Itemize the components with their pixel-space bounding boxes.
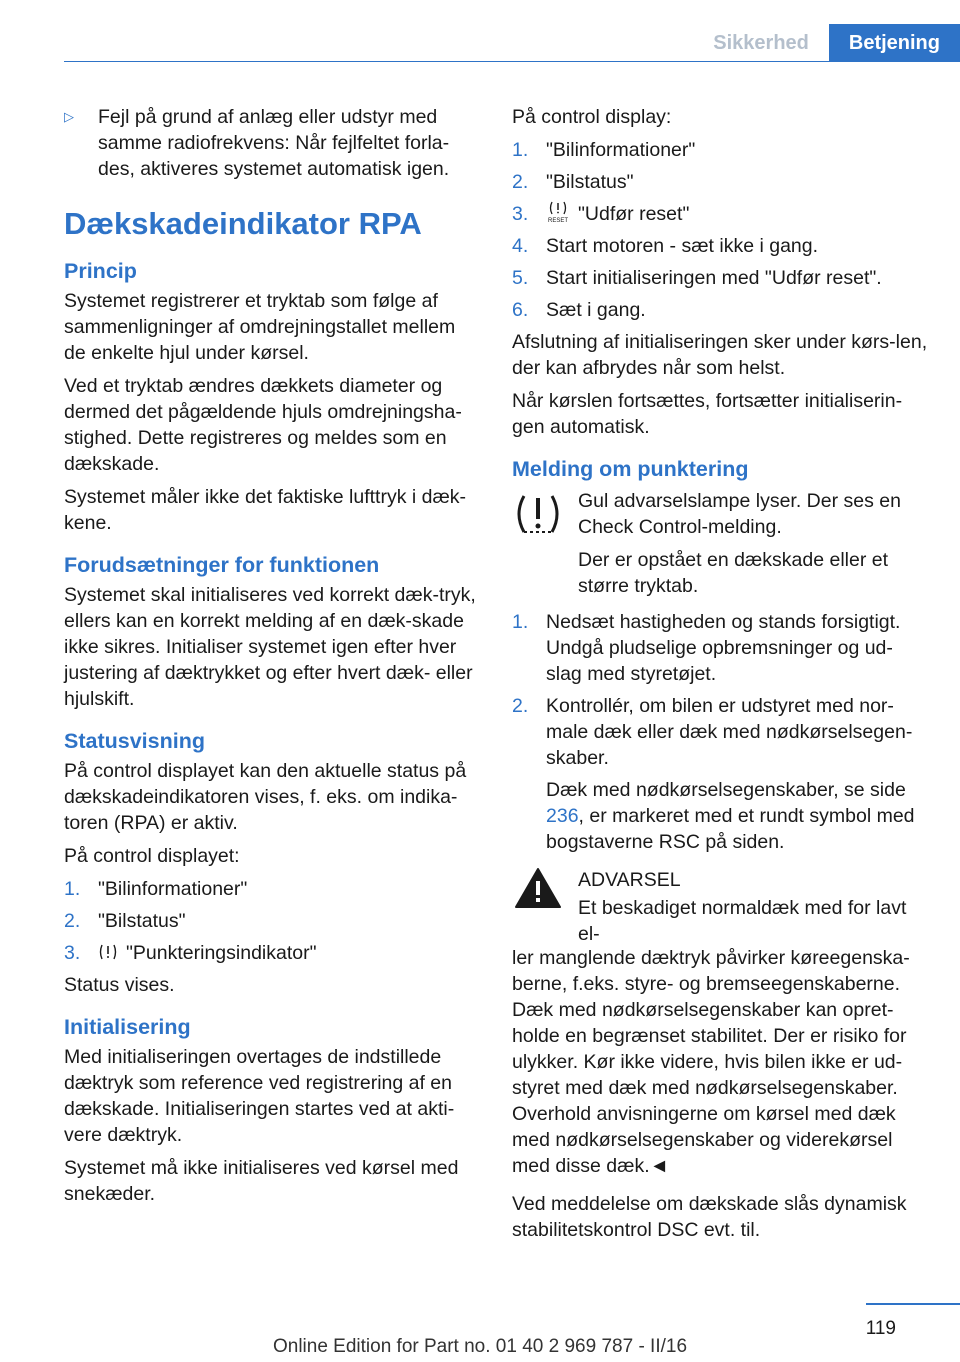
section-heading-initialisering: Initialisering	[64, 1015, 191, 1039]
paragraph: På control display:	[512, 106, 672, 128]
list-item	[512, 297, 928, 323]
step-text: "Bilstatus"	[546, 171, 634, 193]
section-heading-princip: Princip	[64, 259, 137, 283]
warning-triangle-icon	[512, 867, 564, 909]
step-number: 6.	[512, 299, 529, 321]
step-text: Sæt i gang.	[546, 299, 646, 321]
paragraph: Ved et tryktab ændres dækkets diameter og dermed det pågældende hjuls omdrejningsha‐stighed. Dette registreres og meldes som en dækskade.	[64, 375, 462, 475]
section-heading-punktering: Melding om punktering	[512, 457, 749, 481]
warning-text-first: Et beskadiget normaldæk med for lavt el‐	[578, 897, 907, 945]
step-number: 5.	[512, 267, 529, 289]
header-tabs	[693, 24, 960, 62]
step-text: "Bilinformationer"	[546, 139, 696, 161]
list-item	[512, 693, 928, 861]
step-text: "Punkteringsindikator"	[126, 942, 317, 964]
tire-reset-icon	[546, 201, 570, 223]
list-item	[64, 908, 482, 934]
paragraph: Systemet registrerer et tryktab som følge af sammenligninger af omdrejningstallet mellem de enkelte hjul under kørsel.	[64, 290, 456, 364]
header-divider	[64, 61, 960, 62]
step-text: "Bilinformationer"	[98, 878, 248, 900]
left-column	[64, 104, 482, 1214]
step-text: Nedsæt hastigheden og stands forsigtigt. Undgå pludselige opbremsninger og ud‐slag med styretøjet.	[546, 611, 901, 685]
list-item	[64, 876, 482, 902]
paragraph: På control displayet kan den aktuelle status på dækskadeindikatoren vises, f. eks. om indika‐toren (RPA) er aktiv.	[64, 760, 467, 834]
paragraph: Systemet må ikke initialiseres ved kørsel med snekæder.	[64, 1157, 459, 1205]
list-item	[512, 609, 928, 687]
step-text: Start motoren - sæt ikke i gang.	[546, 235, 819, 257]
warning-lamp-block	[512, 488, 928, 547]
paragraph: Gul advarselslampe lyser. Der ses en Check Control-melding.	[578, 490, 901, 538]
step-text: "Bilstatus"	[98, 910, 186, 932]
paragraph: På control displayet:	[64, 845, 240, 867]
section-heading-forudsaetninger: Forudsætninger for funktionen	[64, 553, 380, 577]
list-item	[512, 233, 928, 259]
step-text: "Udfør reset"	[578, 203, 690, 225]
paragraph: Når kørslen fortsættes, fortsætter initialiserin‐gen automatisk.	[512, 390, 903, 438]
reset-steps-list	[512, 137, 928, 323]
tab-betjening[interactable]: Betjening	[829, 24, 960, 62]
paragraph: Der er opstået en dækskade eller et større tryktab.	[578, 549, 889, 597]
warning-block	[512, 867, 928, 947]
page-title: Dækskadeindikator RPA	[64, 206, 422, 241]
puncture-steps-list	[512, 609, 928, 861]
warning-label: ADVARSEL	[578, 869, 681, 891]
step-number: 3.	[512, 203, 529, 225]
step-number: 2.	[512, 171, 529, 193]
status-steps-list	[64, 876, 482, 966]
list-item	[512, 169, 928, 195]
step-number: 3.	[64, 942, 81, 964]
tire-pressure-warning-icon	[512, 488, 564, 540]
list-item	[512, 201, 928, 227]
step-number: 1.	[512, 611, 529, 633]
list-item	[512, 265, 928, 291]
step-text: Start initialiseringen med "Udfør reset".	[546, 267, 882, 289]
warning-text: ler manglende dæktryk påvirker køreegenska‐berne, f.eks. styre- og bremseegenskaberne. Dæk med nødkørselsegenskaber kan opret‐holde en begrænset stabilitet. Der er risiko for ulykker. Kør ikke videre, hvis bilen ikke er ud‐styret med dæk med nødkørselsegenskaber. Overhold anvisningerne om kørsel med dæk med nødkørselsegenskaber og viderekørsel med disse dæk.◄	[512, 947, 910, 1177]
paragraph: Systemet måler ikke det faktiske lufttryk i dæk‐kene.	[64, 486, 467, 534]
footer-divider	[866, 1303, 960, 1305]
step-text: Kontrollér, om bilen er udstyret med nor‐male dæk eller dæk med nødkørselsegen‐skaber.	[546, 695, 913, 769]
step-number: 1.	[512, 139, 529, 161]
list-item	[64, 940, 482, 966]
step-number: 2.	[512, 695, 529, 717]
edition-footer: Online Edition for Part no. 01 40 2 969 787 - II/16	[272, 1336, 688, 1357]
tire-warning-icon	[98, 942, 118, 962]
page-link[interactable]: 236	[546, 805, 579, 827]
list-item	[512, 137, 928, 163]
paragraph: Ved meddelelse om dækskade slås dynamisk stabilitetskontrol DSC evt. til.	[512, 1193, 907, 1241]
step-number: 4.	[512, 235, 529, 257]
rsc-note: Dæk med nødkørselsegenskaber, se side 236, er markeret med et rundt symbol med bogstaverne RSC på siden.	[546, 779, 915, 853]
paragraph: Status vises.	[64, 974, 175, 996]
triangle-bullet-icon: ▷	[64, 109, 74, 124]
intro-bullet-list	[64, 104, 482, 182]
svg-text:RESET: RESET	[547, 218, 569, 223]
bullet-text: Fejl på grund af anlæg eller udstyr med samme radiofrekvens: Når fejlfeltet forla‐des, aktiveres systemet automatisk igen.	[98, 106, 450, 180]
page-number: 119	[865, 1318, 896, 1339]
step-number: 2.	[64, 910, 81, 932]
section-heading-statusvisning: Statusvisning	[64, 729, 205, 753]
paragraph: Systemet skal initialiseres ved korrekt dæk‐tryk, ellers kan en korrekt melding af en dæk‐skade ikke sikres. Initialiser systemet igen efter hver justering af dæktrykket og efter hvert dæk- eller hjulskift.	[64, 584, 476, 710]
step-number: 1.	[64, 878, 81, 900]
tab-sikkerhed[interactable]: Sikkerhed	[713, 32, 809, 54]
paragraph: Med initialiseringen overtages de indstillede dæktryk som reference ved registrering af en dækskade. Initialiseringen startes ved at akti‐vere dæktryk.	[64, 1046, 455, 1146]
paragraph: Afslutning af initialiseringen sker under kørs‐len, der kan afbrydes når som helst.	[512, 331, 928, 379]
right-column	[512, 104, 928, 1250]
list-item	[64, 104, 482, 182]
